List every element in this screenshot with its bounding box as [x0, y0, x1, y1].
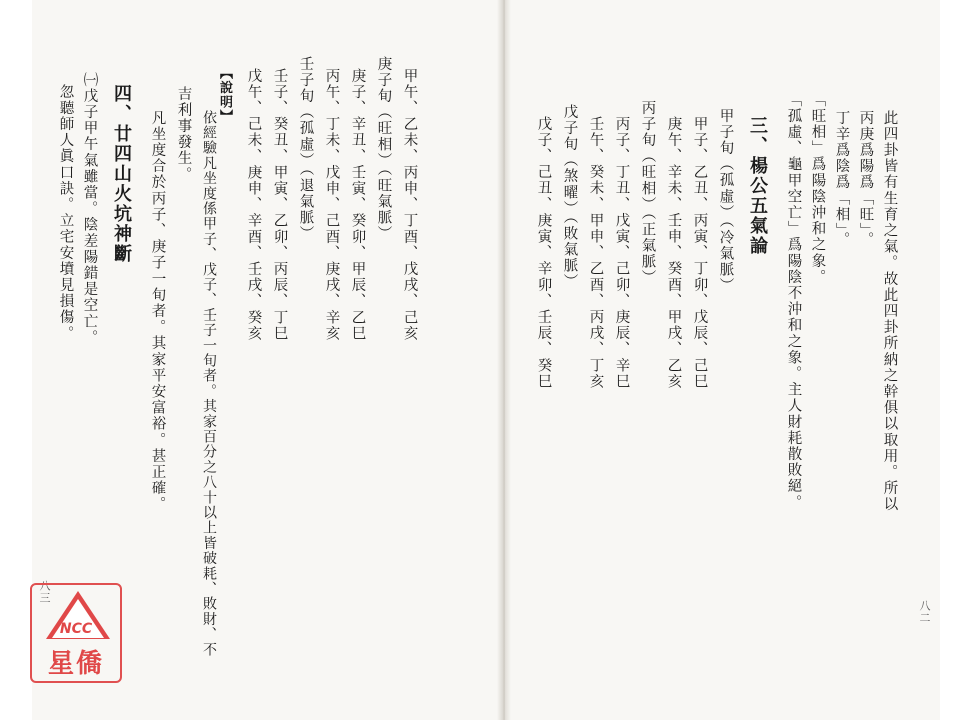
- stamp-logo-text: NCC: [59, 621, 93, 637]
- right-xun-heading: 丙子旬（旺相）（正氣脈）: [639, 100, 656, 286]
- explanation-text: 依經驗凡坐度係甲子、戊子、壬子一旬者。其家百分之八十以上皆破耗、敗財、不: [201, 110, 217, 658]
- right-text-column: 丁辛爲陰爲「相」。: [833, 110, 850, 248]
- book-gutter: [497, 0, 511, 720]
- right-xun-heading: 戊子旬（煞曜）（敗氣脈）: [561, 104, 578, 290]
- left-text-column: 丙午、丁未、戊申、己酉、庚戌、辛亥: [323, 68, 340, 342]
- page-number-right: 八二: [918, 600, 931, 624]
- left-xun-heading: 壬子旬（孤虛）（退氣脈）: [297, 56, 314, 242]
- left-text-column: 戊午、己未、庚申、辛酉、壬戌、癸亥: [245, 68, 262, 342]
- section-heading-4: 四、廿四山火坑神斷: [111, 84, 132, 264]
- right-text-column: 庚午、辛未、壬申、癸酉、甲戌、乙亥: [665, 116, 682, 390]
- stamp-name-text: 星僑: [47, 649, 104, 679]
- explanation-label: 【說明】: [217, 66, 232, 125]
- verse-line: ㈠戊子甲午氣雖當。陰差陽錯是空亡。: [81, 72, 98, 346]
- explanation-text: 吉利事發生。: [175, 86, 192, 183]
- right-text-column: 壬午、癸未、甲申、乙酉、丙戌、丁亥: [587, 116, 604, 390]
- left-text-column: 甲午、乙未、丙申、丁酉、戊戌、己亥: [401, 68, 418, 342]
- page-edge: [940, 0, 960, 720]
- verse-line: 忽聽師人眞口訣。立宅安墳見損傷。: [57, 84, 74, 342]
- right-text-column: 「孤虛、龜甲空亡」爲陽陰不沖和之象。主人財耗散敗絕。: [785, 92, 802, 511]
- right-text-column: 丙庚爲陽爲「旺」。: [857, 110, 874, 248]
- explanation-text: 凡坐度合於丙子、庚子一旬者。其家平安富裕。甚正確。: [149, 110, 166, 513]
- right-xun-heading: 甲子旬（孤虛）（冷氣脈）: [717, 108, 734, 294]
- right-text-column: 此四卦皆有生育之氣。故此四卦所納之幹俱以取用。所以: [881, 110, 898, 513]
- right-text-column: 「旺相」爲陽陰沖和之象。: [809, 92, 826, 286]
- right-text-column: 丙子、丁丑、戊寅、己卯、庚辰、辛巳: [613, 116, 630, 390]
- left-text-column: 庚子、辛丑、壬寅、癸卯、甲辰、乙巳: [349, 68, 366, 342]
- ncc-watermark-stamp: [30, 583, 122, 683]
- left-xun-heading: 庚子旬（旺相）（旺氣脈）: [375, 56, 392, 242]
- right-text-column: 戊子、己丑、庚寅、辛卯、壬辰、癸巳: [535, 116, 552, 390]
- left-text-column: 壬子、癸丑、甲寅、乙卯、丙辰、丁巳: [271, 68, 288, 342]
- page-number-left: 八三: [38, 580, 51, 604]
- section-heading-3: 三、楊公五氣論: [747, 116, 768, 256]
- right-text-column: 甲子、乙丑、丙寅、丁卯、戊辰、己巳: [691, 116, 708, 390]
